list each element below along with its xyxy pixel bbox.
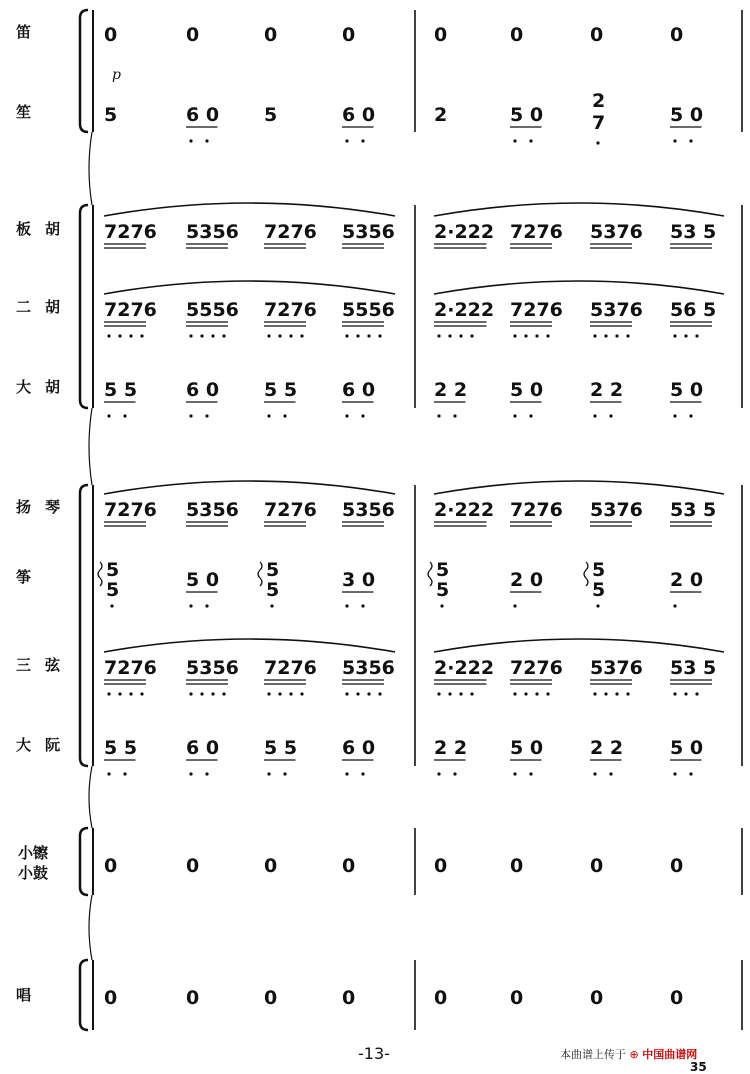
note-group: 2·222 bbox=[434, 657, 495, 679]
note-group: 5 5 bbox=[264, 379, 298, 401]
low-octave-dot bbox=[300, 334, 303, 337]
low-octave-dot bbox=[513, 772, 516, 775]
note-group: 6 0 bbox=[342, 379, 376, 401]
note-group: 5556 bbox=[186, 299, 239, 321]
note-group: 53 5 bbox=[670, 221, 717, 243]
low-octave-dot bbox=[189, 604, 192, 607]
low-octave-dot bbox=[267, 772, 270, 775]
note-group: 7276 bbox=[264, 657, 317, 679]
low-octave-dot bbox=[205, 772, 208, 775]
low-octave-dot bbox=[609, 414, 612, 417]
note-group: 5556 bbox=[342, 299, 395, 321]
low-octave-dot bbox=[345, 334, 348, 337]
note-group: 7276 bbox=[510, 221, 563, 243]
note-group: 5 0 bbox=[510, 104, 544, 126]
staff-vocal bbox=[16, 986, 683, 1009]
upload-credit bbox=[560, 1046, 697, 1062]
low-octave-dot bbox=[345, 604, 348, 607]
staff-zheng bbox=[16, 559, 703, 608]
note-group: 0 bbox=[104, 987, 118, 1009]
note-group: 5 5 bbox=[264, 737, 298, 759]
low-octave-dot bbox=[278, 334, 281, 337]
low-octave-dot bbox=[189, 139, 192, 142]
chord-note-lower: 5 bbox=[106, 579, 120, 601]
note-group: 7276 bbox=[104, 657, 157, 679]
chord-note-lower: 5 bbox=[436, 579, 450, 601]
staff-dahu bbox=[16, 378, 703, 418]
staff-sanxian bbox=[16, 639, 724, 696]
low-octave-dot bbox=[453, 772, 456, 775]
low-octave-dot bbox=[129, 692, 132, 695]
low-octave-dot bbox=[546, 692, 549, 695]
note-group: 5 0 bbox=[670, 379, 704, 401]
page-tail-number: 35 bbox=[690, 1060, 707, 1074]
system-3 bbox=[80, 485, 742, 766]
note-group: 6 0 bbox=[186, 379, 220, 401]
note-group: 0 bbox=[434, 24, 448, 46]
low-octave-dot bbox=[345, 139, 348, 142]
low-octave-dot bbox=[437, 772, 440, 775]
low-octave-dot bbox=[604, 692, 607, 695]
low-octave-dot bbox=[529, 139, 532, 142]
arpeggio-mark bbox=[428, 562, 432, 586]
low-octave-dot bbox=[689, 772, 692, 775]
note-group: 2 0 bbox=[510, 569, 544, 591]
note-group: 0 bbox=[264, 987, 278, 1009]
note-group: 7276 bbox=[104, 221, 157, 243]
slur bbox=[104, 481, 395, 494]
low-octave-dot bbox=[189, 414, 192, 417]
note-group: 5356 bbox=[186, 499, 239, 521]
arpeggio-mark bbox=[98, 562, 102, 586]
note-group: 5 5 bbox=[104, 379, 138, 401]
chord-note-lower: 5 bbox=[592, 579, 606, 601]
low-octave-dot bbox=[596, 141, 599, 144]
note-group: 5 0 bbox=[670, 737, 704, 759]
low-octave-dot bbox=[673, 414, 676, 417]
note-group: 7276 bbox=[510, 499, 563, 521]
instrument-name: 二胡 bbox=[16, 298, 75, 316]
low-octave-dot bbox=[684, 692, 687, 695]
staff-dizi bbox=[16, 23, 683, 46]
low-octave-dot bbox=[107, 414, 110, 417]
low-octave-dot bbox=[283, 772, 286, 775]
low-octave-dot bbox=[129, 334, 132, 337]
low-octave-dot bbox=[535, 692, 538, 695]
instrument-name: 三弦 bbox=[16, 656, 75, 674]
low-octave-dot bbox=[689, 414, 692, 417]
low-octave-dot bbox=[695, 692, 698, 695]
note-group: 5376 bbox=[590, 299, 643, 321]
note-group: 6 0 bbox=[342, 737, 376, 759]
system-connector-1 bbox=[89, 132, 92, 205]
low-octave-dot bbox=[140, 692, 143, 695]
note-group: 7276 bbox=[510, 657, 563, 679]
low-octave-dot bbox=[107, 334, 110, 337]
low-octave-dot bbox=[211, 692, 214, 695]
low-octave-dot bbox=[593, 692, 596, 695]
note-group: 0 bbox=[186, 855, 200, 877]
low-octave-dot bbox=[267, 334, 270, 337]
site-name: 中国曲谱网 bbox=[642, 1048, 698, 1061]
low-octave-dot bbox=[222, 692, 225, 695]
low-octave-dot bbox=[200, 334, 203, 337]
instrument-name: 大阮 bbox=[16, 736, 75, 754]
note-group: 0 bbox=[434, 987, 448, 1009]
arpeggio-mark bbox=[584, 562, 588, 586]
low-octave-dot bbox=[361, 772, 364, 775]
low-octave-dot bbox=[513, 604, 516, 607]
note-group: 53 5 bbox=[670, 499, 717, 521]
low-octave-dot bbox=[626, 334, 629, 337]
note-group: 0 bbox=[264, 855, 278, 877]
low-octave-dot bbox=[673, 334, 676, 337]
instrument-name-line2: 小鼓 bbox=[18, 864, 49, 882]
instrument-name: 笙 bbox=[16, 103, 46, 121]
note-group: 53 5 bbox=[670, 657, 717, 679]
chord-note-upper: 5 bbox=[592, 559, 606, 581]
note-group: 0 bbox=[186, 24, 200, 46]
low-octave-dot bbox=[604, 334, 607, 337]
slur bbox=[434, 481, 724, 494]
system-1 bbox=[80, 10, 742, 132]
low-octave-dot bbox=[107, 692, 110, 695]
low-octave-dot bbox=[593, 772, 596, 775]
note-group: 2 2 bbox=[434, 379, 468, 401]
system-4 bbox=[80, 828, 742, 895]
low-octave-dot bbox=[107, 772, 110, 775]
chord-note-lower: 5 bbox=[266, 579, 280, 601]
low-octave-dot bbox=[524, 692, 527, 695]
instrument-name: 笛 bbox=[16, 23, 46, 41]
staff-perc bbox=[18, 844, 683, 882]
note-group: 7276 bbox=[264, 221, 317, 243]
low-octave-dot bbox=[211, 334, 214, 337]
low-octave-dot bbox=[596, 604, 599, 607]
low-octave-dot bbox=[615, 334, 618, 337]
instrument-name: 大胡 bbox=[16, 378, 75, 396]
low-octave-dot bbox=[673, 692, 676, 695]
note-group: 2 2 bbox=[590, 379, 624, 401]
note-group: 5376 bbox=[590, 221, 643, 243]
instrument-name: 筝 bbox=[16, 568, 46, 586]
low-octave-dot bbox=[356, 334, 359, 337]
low-octave-dot bbox=[695, 334, 698, 337]
low-octave-dot bbox=[205, 604, 208, 607]
low-octave-dot bbox=[267, 692, 270, 695]
note-group: 7276 bbox=[264, 499, 317, 521]
low-octave-dot bbox=[361, 139, 364, 142]
slur bbox=[104, 281, 395, 294]
note-group: 0 bbox=[264, 24, 278, 46]
low-octave-dot bbox=[278, 692, 281, 695]
note-group: 7276 bbox=[104, 299, 157, 321]
note-group: 5376 bbox=[590, 499, 643, 521]
low-octave-dot bbox=[437, 414, 440, 417]
low-octave-dot bbox=[110, 604, 113, 607]
note-group: 0 bbox=[342, 987, 356, 1009]
page-number: -13- bbox=[358, 1044, 390, 1063]
low-octave-dot bbox=[200, 692, 203, 695]
note-group: 0 bbox=[104, 855, 118, 877]
low-octave-dot bbox=[437, 334, 440, 337]
system-connector-4 bbox=[89, 895, 92, 960]
note-group: 7276 bbox=[264, 299, 317, 321]
low-octave-dot bbox=[609, 772, 612, 775]
slur bbox=[104, 639, 395, 652]
low-octave-dot bbox=[189, 692, 192, 695]
system-5 bbox=[80, 960, 742, 1030]
staff-yangqin bbox=[16, 481, 724, 526]
note-group: 0 bbox=[434, 855, 448, 877]
low-octave-dot bbox=[513, 334, 516, 337]
site-logo-icon: ⊕ bbox=[629, 1048, 639, 1061]
note-group: 0 bbox=[590, 24, 604, 46]
note-group: 0 bbox=[510, 24, 524, 46]
note-group: 6 0 bbox=[342, 104, 376, 126]
chord-note-upper: 5 bbox=[266, 559, 280, 581]
low-octave-dot bbox=[513, 139, 516, 142]
low-octave-dot bbox=[289, 334, 292, 337]
low-octave-dot bbox=[689, 139, 692, 142]
system-brace bbox=[80, 960, 88, 1030]
note-group: 56 5 bbox=[670, 299, 717, 321]
note-group: 0 bbox=[186, 987, 200, 1009]
note-group: 7276 bbox=[104, 499, 157, 521]
low-octave-dot bbox=[546, 334, 549, 337]
low-octave-dot bbox=[345, 692, 348, 695]
low-octave-dot bbox=[524, 334, 527, 337]
low-octave-dot bbox=[205, 414, 208, 417]
low-octave-dot bbox=[615, 692, 618, 695]
low-octave-dot bbox=[529, 414, 532, 417]
note-group: 0 bbox=[510, 987, 524, 1009]
low-octave-dot bbox=[267, 414, 270, 417]
note-group: 5 5 bbox=[104, 737, 138, 759]
low-octave-dot bbox=[626, 692, 629, 695]
note-group: 0 bbox=[670, 987, 684, 1009]
low-octave-dot bbox=[513, 414, 516, 417]
note-group: 2 0 bbox=[670, 569, 704, 591]
note-group: 5 0 bbox=[670, 104, 704, 126]
instrument-name: 唱 bbox=[16, 986, 46, 1004]
low-octave-dot bbox=[673, 139, 676, 142]
low-octave-dot bbox=[118, 334, 121, 337]
low-octave-dot bbox=[684, 334, 687, 337]
low-octave-dot bbox=[513, 692, 516, 695]
note-group: 3 0 bbox=[342, 569, 376, 591]
low-octave-dot bbox=[593, 334, 596, 337]
low-octave-dot bbox=[673, 604, 676, 607]
note-group: 0 bbox=[670, 855, 684, 877]
low-octave-dot bbox=[459, 334, 462, 337]
low-octave-dot bbox=[283, 414, 286, 417]
low-octave-dot bbox=[437, 692, 440, 695]
staff-erhu bbox=[16, 281, 724, 338]
low-octave-dot bbox=[448, 692, 451, 695]
upload-text: 本曲谱上传于 bbox=[560, 1048, 626, 1061]
arpeggio-mark bbox=[258, 562, 262, 586]
note-group: 0 bbox=[510, 855, 524, 877]
note-group: 5 0 bbox=[186, 569, 220, 591]
low-octave-dot bbox=[535, 334, 538, 337]
chord-note-lower: 7 bbox=[592, 112, 606, 134]
slur bbox=[434, 281, 724, 294]
low-octave-dot bbox=[345, 414, 348, 417]
low-octave-dot bbox=[189, 334, 192, 337]
low-octave-dot bbox=[118, 692, 121, 695]
low-octave-dot bbox=[189, 772, 192, 775]
note-group: 5356 bbox=[342, 221, 395, 243]
chord-note-upper: 5 bbox=[436, 559, 450, 581]
note-group: 6 0 bbox=[186, 104, 220, 126]
low-octave-dot bbox=[123, 414, 126, 417]
low-octave-dot bbox=[345, 772, 348, 775]
note-group: 7276 bbox=[510, 299, 563, 321]
low-octave-dot bbox=[453, 414, 456, 417]
low-octave-dot bbox=[378, 692, 381, 695]
note-group: 5 bbox=[264, 104, 278, 126]
low-octave-dot bbox=[470, 334, 473, 337]
note-group: 0 bbox=[342, 24, 356, 46]
note-group: 0 bbox=[342, 855, 356, 877]
low-octave-dot bbox=[361, 414, 364, 417]
instrument-name: 板胡 bbox=[16, 220, 75, 238]
low-octave-dot bbox=[356, 692, 359, 695]
low-octave-dot bbox=[448, 334, 451, 337]
chord-note-upper: 5 bbox=[106, 559, 120, 581]
low-octave-dot bbox=[367, 334, 370, 337]
low-octave-dot bbox=[205, 139, 208, 142]
note-group: 5 0 bbox=[510, 379, 544, 401]
system-connector-3 bbox=[89, 766, 92, 828]
low-octave-dot bbox=[673, 772, 676, 775]
system-brace bbox=[80, 828, 88, 895]
low-octave-dot bbox=[529, 772, 532, 775]
low-octave-dot bbox=[440, 604, 443, 607]
note-group: 5356 bbox=[186, 657, 239, 679]
slur bbox=[104, 203, 395, 216]
note-group: 2·222 bbox=[434, 499, 495, 521]
instrument-name: 小镲 bbox=[18, 844, 49, 862]
low-octave-dot bbox=[459, 692, 462, 695]
low-octave-dot bbox=[378, 334, 381, 337]
system-brace bbox=[80, 205, 88, 408]
note-group: 5356 bbox=[186, 221, 239, 243]
low-octave-dot bbox=[222, 334, 225, 337]
note-group: 5376 bbox=[590, 657, 643, 679]
low-octave-dot bbox=[300, 692, 303, 695]
system-brace bbox=[80, 10, 88, 132]
staff-sheng bbox=[16, 67, 703, 145]
chord-note-upper: 2 bbox=[592, 90, 606, 112]
note-group: 5356 bbox=[342, 499, 395, 521]
staff-daruan bbox=[16, 736, 703, 776]
note-group: 2 2 bbox=[590, 737, 624, 759]
staff-banhu bbox=[16, 203, 724, 248]
note-group: 5 bbox=[104, 104, 118, 126]
note-group: 5356 bbox=[342, 657, 395, 679]
note-group: 0 bbox=[590, 855, 604, 877]
note-group: 0 bbox=[590, 987, 604, 1009]
low-octave-dot bbox=[593, 414, 596, 417]
system-brace bbox=[80, 485, 88, 766]
low-octave-dot bbox=[123, 772, 126, 775]
low-octave-dot bbox=[367, 692, 370, 695]
instrument-name: 扬琴 bbox=[16, 498, 75, 516]
note-group: 5 0 bbox=[510, 737, 544, 759]
slur bbox=[434, 639, 724, 652]
note-group: 2 2 bbox=[434, 737, 468, 759]
dynamic-mark: p bbox=[112, 67, 121, 83]
note-group: 2·222 bbox=[434, 299, 495, 321]
system-connector-2 bbox=[89, 408, 92, 485]
low-octave-dot bbox=[270, 604, 273, 607]
low-octave-dot bbox=[140, 334, 143, 337]
note-group: 2·222 bbox=[434, 221, 495, 243]
note-group: 6 0 bbox=[186, 737, 220, 759]
note-group: 0 bbox=[670, 24, 684, 46]
low-octave-dot bbox=[470, 692, 473, 695]
note-group: 2 bbox=[434, 104, 448, 126]
slur bbox=[434, 203, 724, 216]
note-group: 0 bbox=[104, 24, 118, 46]
low-octave-dot bbox=[361, 604, 364, 607]
low-octave-dot bbox=[289, 692, 292, 695]
